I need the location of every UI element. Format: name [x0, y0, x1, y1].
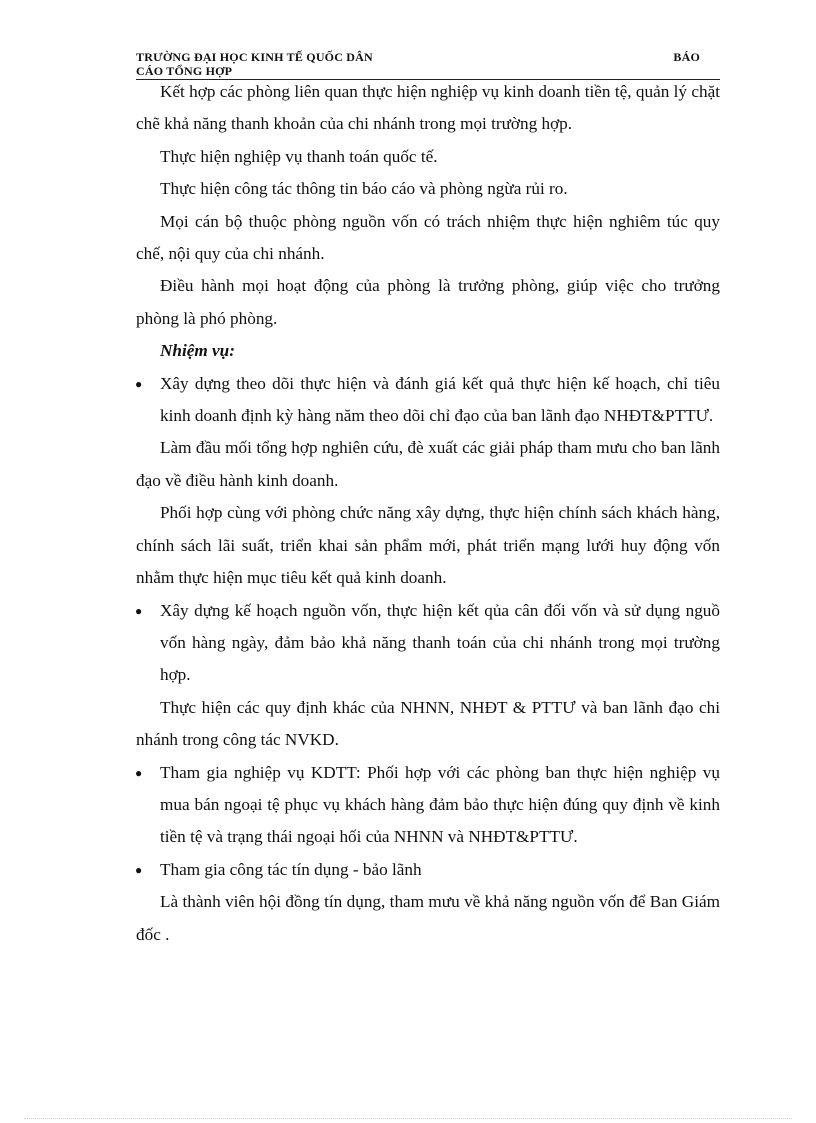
- bullet-item: [136, 368, 720, 433]
- bullet-dot-icon: ●: [135, 603, 143, 618]
- section-heading: Nhiệm vụ:: [160, 341, 235, 361]
- bullet-item: [136, 595, 720, 692]
- bullet-dot-icon: ●: [135, 765, 143, 780]
- paragraph: Thực hiện nghiệp vụ thanh toán quốc tế.: [160, 146, 438, 166]
- header-report-label-cont: CÁO TỔNG HỢP: [136, 64, 233, 78]
- bullet-dot-icon: ●: [135, 376, 143, 391]
- document-body: [136, 76, 720, 951]
- page-bottom-border: [24, 1118, 792, 1119]
- paragraph: Mọi cán bộ thuộc phòng nguồn vốn có trách nhiệm thực hiện nghiêm túc quy chế, nội quy của chi nhánh.: [136, 211, 720, 264]
- paragraph: Làm đầu mối tổng hợp nghiên cứu, đè xuất các giải pháp tham mưu cho ban lãnh đạo về điều hành kinh doanh.: [136, 438, 720, 490]
- header-school-name: TRƯỜNG ĐẠI HỌC KINH TẾ QUỐC DÂN: [136, 50, 373, 64]
- paragraph: Thực hiện các quy định khác của NHNN, NHĐT & PTTƯ và ban lãnh đạo chi nhánh trong công tác NVKD.: [136, 697, 720, 750]
- bullet-item: [136, 854, 720, 886]
- bullet-text: Xây dựng kế hoạch nguồn vốn, thực hiện kết qủa cân đối vốn và sử dụng nguồ vốn hàng ngày, đảm bảo khả năng thanh toán của chi nhánh trong mọi trường hợp.: [160, 600, 720, 685]
- bullet-text: Tham gia công tác tín dụng - bảo lãnh: [160, 859, 422, 879]
- paragraph: Là thành viên hội đồng tín dụng, tham mưu về khả năng nguồn vốn để Ban Giám đốc .: [136, 892, 720, 944]
- header-report-label: BÁO: [673, 50, 700, 64]
- bullet-item: [136, 757, 720, 854]
- paragraph: Phối hợp cùng với phòng chức năng xây dựng, thực hiện chính sách khách hàng, chính sách lãi suất, triển khai sản phẩm mới, phát triển mạng lưới huy động vốn nhằm thực hiện mục tiêu kết quả kinh doanh.: [136, 503, 720, 588]
- paragraph: Điều hành mọi hoạt động của phòng là trưởng phòng, giúp việc cho trưởng phòng là phó phòng.: [136, 276, 720, 328]
- bullet-text: Tham gia nghiệp vụ KDTT: Phối hợp với các phòng ban thực hiện nghiệp vụ mua bán ngoại tệ phục vụ khách hàng đảm bảo thực hiện đúng quy định về kinh tiền tệ và trạng thái ngoại hối của NHNN và NHĐT&PTTƯ.: [160, 762, 720, 847]
- page-header: [136, 50, 720, 78]
- paragraph: Thực hiện công tác thông tin báo cáo và phòng ngừa rủi ro.: [160, 179, 568, 199]
- paragraph: Kết hợp các phòng liên quan thực hiện nghiệp vụ kinh doanh tiền tệ, quản lý chặt chẽ khả năng thanh khoản của chi nhánh trong mọi trường hợp.: [136, 82, 720, 134]
- bullet-text: Xây dựng theo dõi thực hiện và đánh giá kết quả thực hiện kế hoạch, chỉ tiêu kinh doanh định kỳ hàng năm theo dõi chỉ đạo của ban lãnh đạo NHĐT&PTTƯ.: [160, 373, 720, 426]
- bullet-dot-icon: ●: [135, 862, 143, 877]
